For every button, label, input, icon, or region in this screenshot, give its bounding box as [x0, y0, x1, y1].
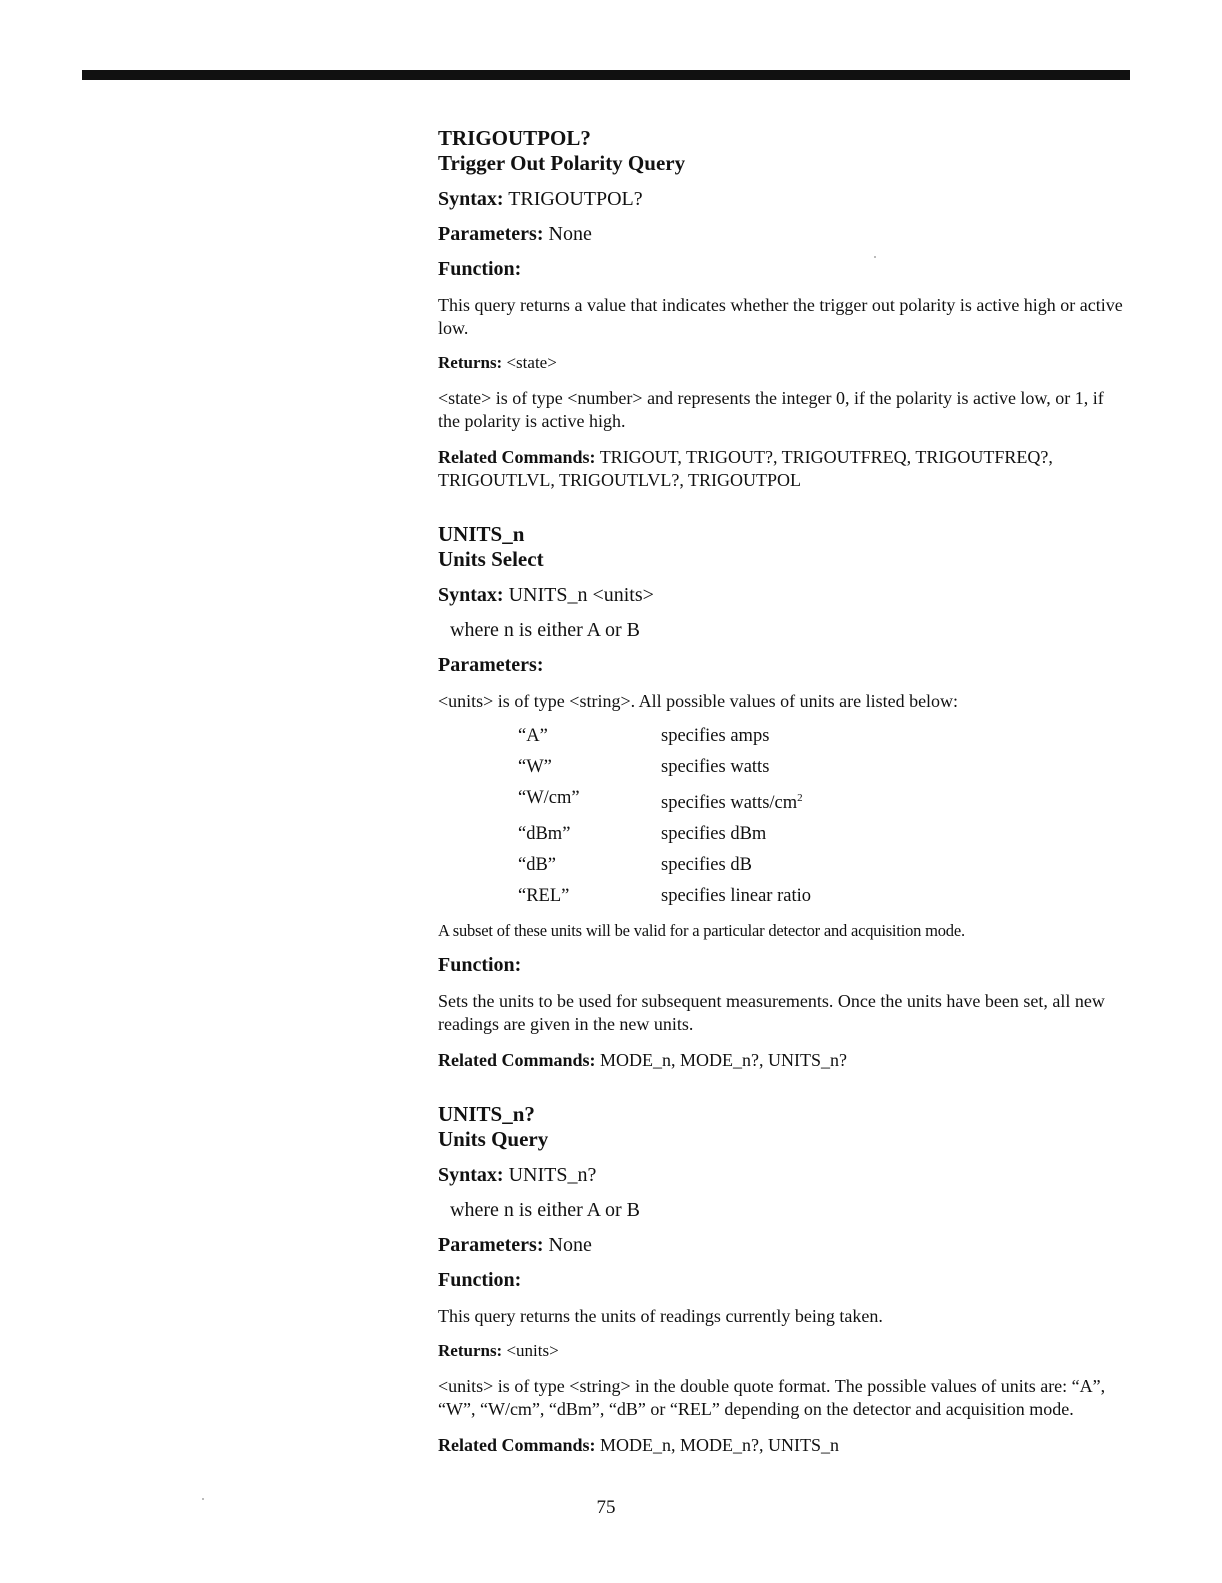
- function-text: This query returns a value that indicates whether the trigger out polarity is active high or active low.: [438, 295, 1123, 338]
- syntax-where: where n is either A or B: [450, 1199, 640, 1221]
- parameters-value: None: [548, 223, 592, 245]
- unit-description: specifies linear ratio: [661, 886, 811, 906]
- syntax-label: Syntax:: [438, 584, 504, 606]
- parameters-line: [438, 1233, 1128, 1257]
- returns-text: <units> is of type <string> in the double quote format. The possible values of units are: “A”, “W”, “W/cm”, “dBm”, “dB” or “REL” depending on the detector and acquisition mode.: [438, 1376, 1106, 1419]
- syntax-line: [438, 1163, 1128, 1187]
- parameters-label: Parameters:: [438, 223, 544, 245]
- units-row-watts: [518, 752, 1128, 783]
- related-value: MODE_n, MODE_n?, UNITS_n?: [600, 1050, 847, 1070]
- returns-text: <state> is of type <number> and represents the integer 0, if the polarity is active low, or 1, if the polarity is active high.: [438, 388, 1104, 431]
- related-value: MODE_n, MODE_n?, UNITS_n: [600, 1435, 839, 1455]
- parameters-label: Parameters:: [438, 1234, 544, 1256]
- units-row-watts-per-cm2: [518, 783, 1128, 819]
- unit-key: “A”: [518, 726, 548, 746]
- command-title: Trigger Out Polarity Query: [438, 151, 686, 175]
- command-title: Units Query: [438, 1127, 549, 1151]
- page-number: 75: [596, 1497, 616, 1518]
- command-section-trigoutpol-query: [438, 126, 1128, 492]
- function-label: Function:: [438, 954, 522, 976]
- syntax-value: TRIGOUTPOL?: [508, 188, 643, 210]
- returns-line: [438, 352, 1128, 374]
- unit-description: specifies watts: [661, 757, 770, 777]
- unit-description: specifies dBm: [661, 824, 767, 844]
- superscript: 2: [797, 792, 803, 804]
- units-row-amps: [518, 721, 1128, 752]
- related-label: Related Commands:: [438, 1050, 596, 1070]
- parameters-line: [438, 222, 1128, 246]
- syntax-line: [438, 187, 1128, 211]
- syntax-value: UNITS_n?: [508, 1164, 597, 1186]
- function-text: Sets the units to be used for subsequent measurements. Once the units have been set, all new readings are given in the new units.: [438, 991, 1105, 1034]
- returns-value: <units>: [506, 1341, 559, 1360]
- unit-description-text: specifies watts/cm: [661, 793, 798, 813]
- unit-key: “W/cm”: [518, 788, 580, 808]
- unit-key: “dBm”: [518, 824, 571, 844]
- related-label: Related Commands:: [438, 447, 596, 467]
- page-content: [438, 126, 1128, 1487]
- related-value: TRIGOUT, TRIGOUT?, TRIGOUTFREQ, TRIGOUTFREQ?, TRIGOUTLVL, TRIGOUTLVL?, TRIGOUTPOL: [438, 447, 1053, 490]
- subset-note: A subset of these units will be valid for a particular detector and acquisition mode.: [438, 921, 965, 940]
- returns-value: <state>: [506, 353, 557, 372]
- units-row-db: [518, 850, 1128, 881]
- command-name: UNITS_n?: [438, 1102, 535, 1126]
- related-label: Related Commands:: [438, 1435, 596, 1455]
- function-text: This query returns the units of readings currently being taken.: [438, 1306, 883, 1326]
- parameters-label: Parameters:: [438, 654, 544, 676]
- related-commands: [438, 446, 1128, 492]
- returns-line: [438, 1340, 1128, 1362]
- unit-description: specifies amps: [661, 726, 770, 746]
- related-commands: [438, 1049, 1128, 1072]
- syntax-line: [438, 583, 1128, 607]
- command-section-units-n-query: [438, 1102, 1128, 1457]
- syntax-where: where n is either A or B: [450, 619, 640, 641]
- function-label: Function:: [438, 258, 522, 280]
- command-section-units-n: [438, 522, 1128, 1072]
- parameters-value: None: [548, 1234, 592, 1256]
- unit-description: specifies dB: [661, 855, 752, 875]
- unit-key: “W”: [518, 757, 552, 777]
- syntax-value: UNITS_n <units>: [508, 584, 654, 606]
- syntax-label: Syntax:: [438, 1164, 504, 1186]
- units-table: [518, 721, 1128, 912]
- related-commands: [438, 1434, 1128, 1457]
- command-name: UNITS_n: [438, 522, 525, 546]
- units-row-dbm: [518, 819, 1128, 850]
- unit-key: “dB”: [518, 855, 557, 875]
- scan-speck: [874, 256, 876, 258]
- unit-description: [661, 783, 803, 819]
- syntax-label: Syntax:: [438, 188, 504, 210]
- header-rule: [82, 70, 1130, 80]
- command-name: TRIGOUTPOL?: [438, 126, 591, 150]
- scan-speck: [202, 1498, 204, 1500]
- command-title: Units Select: [438, 547, 544, 571]
- units-row-rel: [518, 881, 1128, 912]
- returns-label: Returns:: [438, 353, 503, 372]
- returns-label: Returns:: [438, 1341, 503, 1360]
- parameters-text: <units> is of type <string>. All possible values of units are listed below:: [438, 691, 959, 711]
- unit-key: “REL”: [518, 886, 570, 906]
- function-label: Function:: [438, 1269, 522, 1291]
